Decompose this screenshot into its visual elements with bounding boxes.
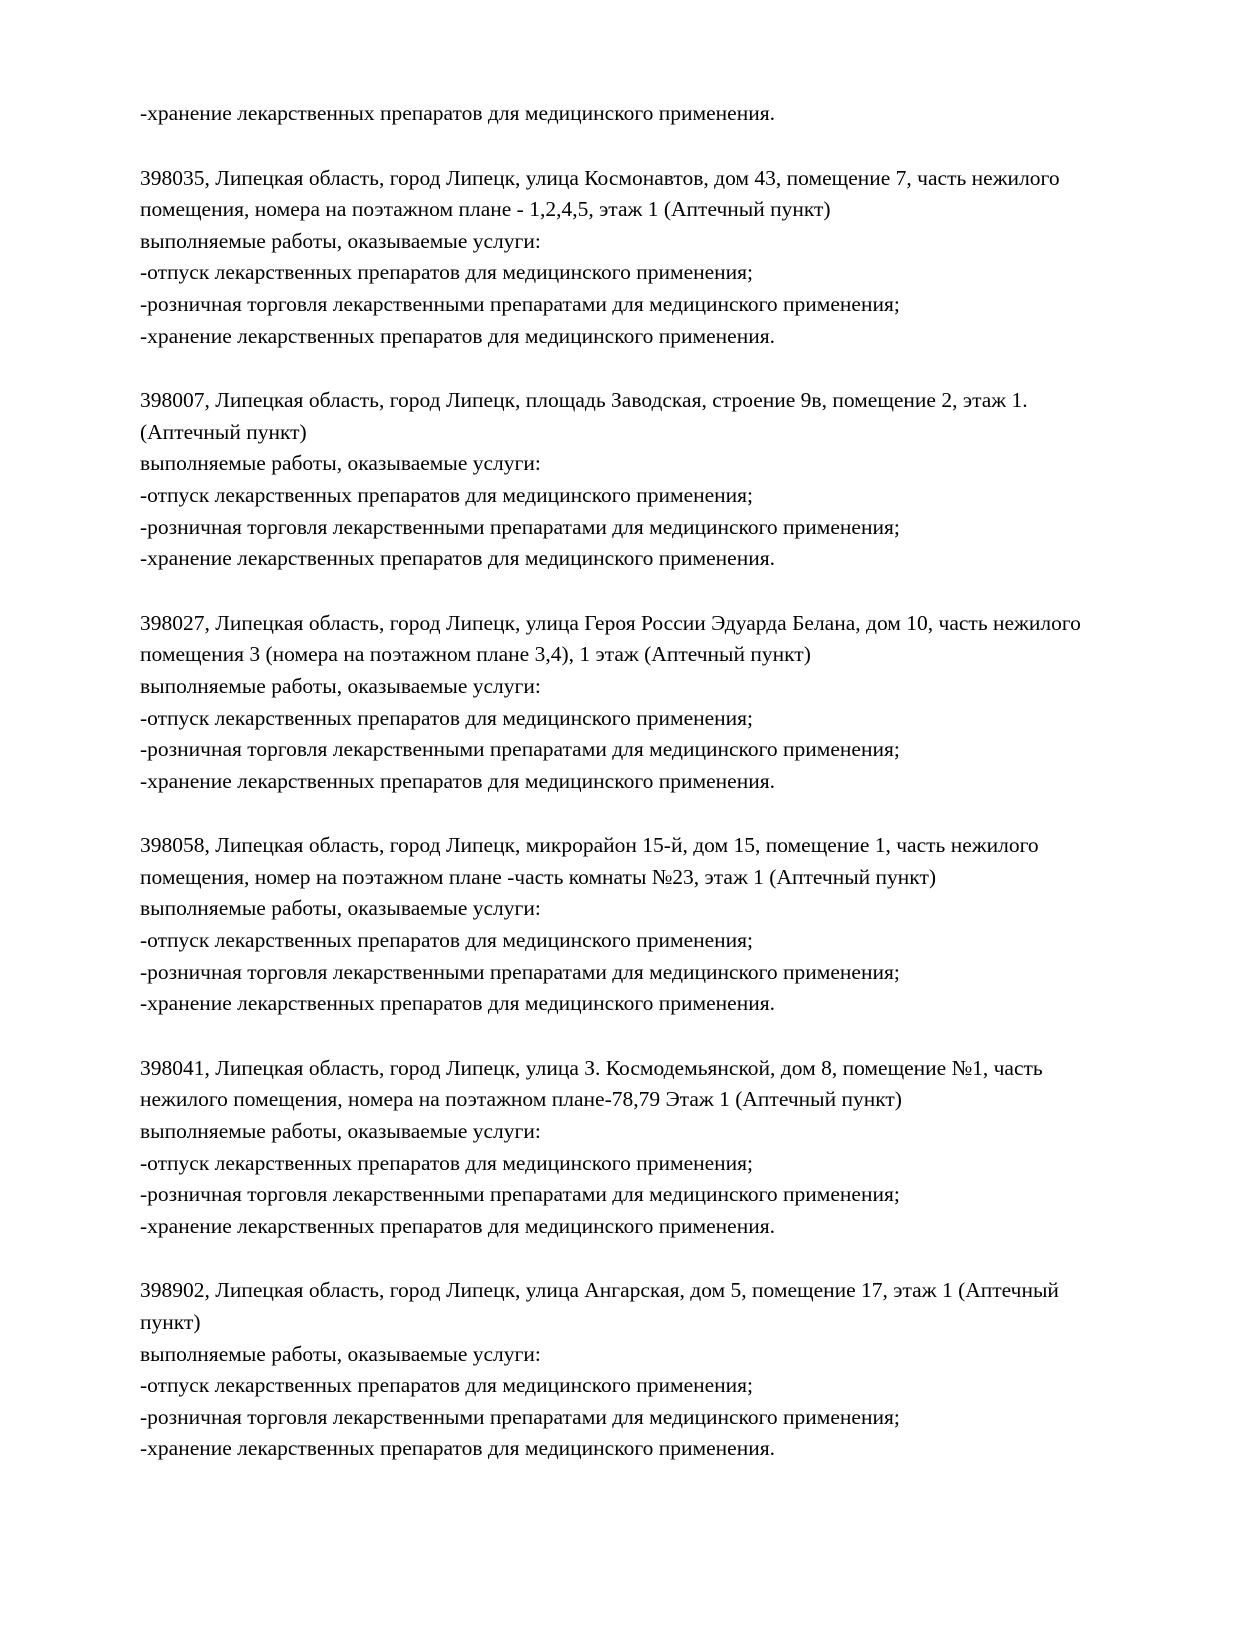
license-location-block [140, 1053, 1100, 1243]
service-item: -отпуск лекарственных препаратов для медицинского применения; [140, 1150, 754, 1175]
service-item: -хранение лекарственных препаратов для медицинского применения. [140, 323, 775, 348]
location-address: 398902, Липецкая область, город Липецк, улица Ангарская, дом 5, помещение 17, этаж 1 (Аптечный пункт) [140, 1278, 1059, 1334]
services-heading: выполняемые работы, оказываемые услуги: [140, 896, 541, 921]
services-heading: выполняемые работы, оказываемые услуги: [140, 451, 541, 476]
location-address: 398035, Липецкая область, город Липецк, улица Космонавтов, дом 43, помещение 7, часть нежилого помещения, номера на поэтажном плане - 1,2,4,5, этаж 1 (Аптечный пункт) [140, 165, 1060, 222]
license-location-block [140, 830, 1100, 1020]
service-item: -отпуск лекарственных препаратов для медицинского применения; [140, 260, 754, 285]
document-body [140, 98, 1100, 1465]
service-item: -отпуск лекарственных препаратов для медицинского применения; [140, 1373, 754, 1398]
license-location-block [140, 163, 1100, 353]
service-item: -отпуск лекарственных препаратов для медицинского применения; [140, 705, 754, 730]
location-address: 398058, Липецкая область, город Липецк, микрорайон 15-й, дом 15, помещение 1, часть нежилого помещения, номер на поэтажном плане -часть комнаты №23, этаж 1 (Аптечный пункт) [140, 833, 1039, 889]
service-item: -хранение лекарственных препаратов для медицинского применения. [140, 546, 775, 571]
service-item: -хранение лекарственных препаратов для медицинского применения. [140, 768, 775, 793]
license-location-block [140, 385, 1100, 575]
location-address: 398041, Липецкая область, город Липецк, улица З. Космодемьянской, дом 8, помещение №1, часть нежилого помещения, номера на поэтажном плане-78,79 Этаж 1 (Аптечный пункт) [140, 1055, 1043, 1112]
continued-line: -хранение лекарственных препаратов для медицинского применения. [140, 101, 775, 125]
services-heading: выполняемые работы, оказываемые услуги: [140, 1119, 541, 1144]
service-item: -хранение лекарственных препаратов для медицинского применения. [140, 991, 775, 1016]
service-item: -хранение лекарственных препаратов для медицинского применения. [140, 1213, 775, 1238]
service-item: -розничная торговля лекарственными препаратами для медицинского применения; [140, 291, 900, 316]
services-heading: выполняемые работы, оказываемые услуги: [140, 673, 541, 698]
service-item: -розничная торговля лекарственными препаратами для медицинского применения; [140, 514, 900, 539]
location-address: 398007, Липецкая область, город Липецк, площадь Заводская, строение 9в, помещение 2, этаж 1. (Аптечный пункт) [140, 388, 1028, 444]
license-location-block [140, 1275, 1100, 1465]
location-address: 398027, Липецкая область, город Липецк, улица Героя России Эдуарда Белана, дом 10, часть нежилого помещения 3 (номера на поэтажном плане 3,4), 1 этаж (Аптечный пункт) [140, 610, 1081, 667]
service-item: -розничная торговля лекарственными препаратами для медицинского применения; [140, 737, 900, 762]
service-item: -хранение лекарственных препаратов для медицинского применения. [140, 1436, 775, 1461]
service-item: -розничная торговля лекарственными препаратами для медицинского применения; [140, 1404, 900, 1429]
service-item: -розничная торговля лекарственными препаратами для медицинского применения; [140, 959, 900, 984]
services-heading: выполняемые работы, оказываемые услуги: [140, 228, 541, 253]
license-location-block [140, 608, 1100, 798]
services-heading: выполняемые работы, оказываемые услуги: [140, 1341, 541, 1366]
service-item: -отпуск лекарственных препаратов для медицинского применения; [140, 482, 754, 507]
service-item: -розничная торговля лекарственными препаратами для медицинского применения; [140, 1182, 900, 1207]
service-item: -отпуск лекарственных препаратов для медицинского применения; [140, 928, 754, 953]
